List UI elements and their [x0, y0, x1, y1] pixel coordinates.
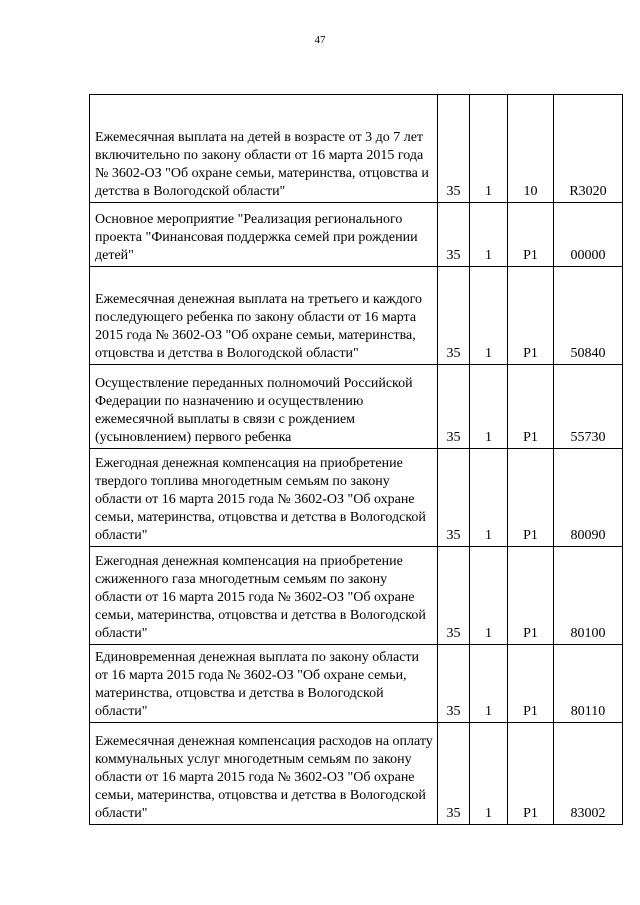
- table-row: [90, 547, 623, 645]
- code-cell-4: 50840: [554, 267, 623, 365]
- table-row: [90, 723, 623, 825]
- row-name-cell: Ежемесячная денежная выплата на третьего и каждого последующего ребенка по закону области от 16 марта 2015 года № 3602-ОЗ "Об охране семьи, материнства, отцовства и детства в Вологодской области": [90, 267, 438, 365]
- code-cell-2: 1: [470, 365, 508, 449]
- code-cell-3: P1: [508, 645, 554, 723]
- code-cell-4: 80100: [554, 547, 623, 645]
- row-name-cell: Единовременная денежная выплата по закону области от 16 марта 2015 года № 3602-ОЗ "Об охране семьи, материнства, отцовства и детства в Вологодской области": [90, 645, 438, 723]
- row-name-cell: Ежегодная денежная компенсация на приобретение сжиженного газа многодетным семьям по закону области от 16 марта 2015 года № 3602-ОЗ "Об охране семьи, материнства, отцовства и детства в Вологодской области": [90, 547, 438, 645]
- row-name-cell: Основное мероприятие "Реализация регионального проекта "Финансовая поддержка семей при рождении детей": [90, 203, 438, 267]
- row-name-cell: Ежемесячная денежная компенсация расходов на оплату коммунальных услуг многодетным семьям по закону области от 16 марта 2015 года № 3602-ОЗ "Об охране семьи, материнства, отцовства и детства в Вологодской области": [90, 723, 438, 825]
- code-cell-3: P1: [508, 547, 554, 645]
- code-cell-2: 1: [470, 547, 508, 645]
- table-body: [90, 95, 623, 825]
- page-number: 47: [314, 34, 326, 46]
- code-cell-3: P1: [508, 449, 554, 547]
- row-name-cell: Ежегодная денежная компенсация на приобретение твердого топлива многодетным семьям по закону области от 16 марта 2015 года № 3602-ОЗ "Об охране семьи, материнства, отцовства и детства в Вологодской области": [90, 449, 438, 547]
- code-cell-4: 55730: [554, 365, 623, 449]
- row-name-cell: Ежемесячная выплата на детей в возрасте от 3 до 7 лет включительно по закону области от 16 марта 2015 года № 3602-ОЗ "Об охране семьи, материнства, отцовства и детства в Вологодской области": [90, 95, 438, 203]
- code-cell-1: 35: [438, 645, 470, 723]
- code-cell-1: 35: [438, 547, 470, 645]
- table-row: [90, 267, 623, 365]
- table-row: [90, 645, 623, 723]
- code-cell-4: 83002: [554, 723, 623, 825]
- code-cell-1: 35: [438, 723, 470, 825]
- table-row: [90, 203, 623, 267]
- code-cell-1: 35: [438, 365, 470, 449]
- code-cell-4: 00000: [554, 203, 623, 267]
- table-row: [90, 449, 623, 547]
- code-cell-2: 1: [470, 645, 508, 723]
- code-cell-1: 35: [438, 95, 470, 203]
- code-cell-4: 80110: [554, 645, 623, 723]
- code-cell-3: P1: [508, 365, 554, 449]
- code-cell-3: P1: [508, 203, 554, 267]
- code-cell-1: 35: [438, 203, 470, 267]
- table-row: [90, 365, 623, 449]
- code-cell-2: 1: [470, 449, 508, 547]
- code-cell-2: 1: [470, 723, 508, 825]
- code-cell-2: 1: [470, 267, 508, 365]
- code-cell-2: 1: [470, 95, 508, 203]
- code-cell-2: 1: [470, 203, 508, 267]
- code-cell-3: P1: [508, 267, 554, 365]
- code-cell-3: P1: [508, 723, 554, 825]
- code-cell-4: 80090: [554, 449, 623, 547]
- budget-classification-table: [89, 94, 623, 825]
- row-name-cell: Осуществление переданных полномочий Российской Федерации по назначению и осуществлению ежемесячной выплаты в связи с рождением (усыновлением) первого ребенка: [90, 365, 438, 449]
- code-cell-3: 10: [508, 95, 554, 203]
- code-cell-4: R3020: [554, 95, 623, 203]
- table-row: [90, 95, 623, 203]
- code-cell-1: 35: [438, 267, 470, 365]
- code-cell-1: 35: [438, 449, 470, 547]
